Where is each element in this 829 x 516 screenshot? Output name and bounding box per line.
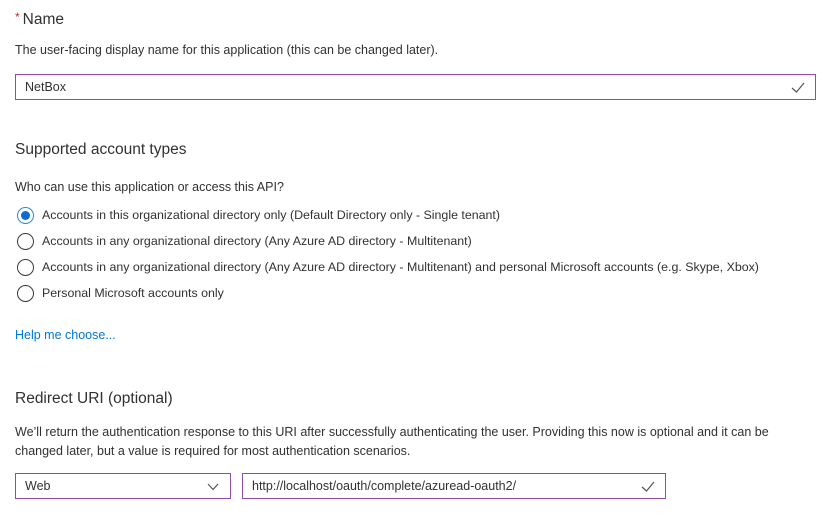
name-section-title [15, 10, 64, 29]
radio-label: Personal Microsoft accounts only [42, 286, 224, 300]
name-hint: The user-facing display name for this application (this can be changed later). [15, 43, 439, 57]
account-types-title: Supported account types [15, 141, 187, 158]
valid-check-icon [790, 79, 806, 95]
account-types-question: Who can use this application or access this API? [15, 180, 284, 194]
radio-label: Accounts in this organizational directory only (Default Directory only - Single tenant) [42, 208, 500, 222]
name-input[interactable] [16, 75, 790, 99]
required-asterisk: * [15, 10, 20, 24]
radio-label: Accounts in any organizational directory (Any Azure AD directory - Multitenant) and personal Microsoft accounts (e.g. Skype, Xbox) [42, 260, 759, 274]
name-input-box [15, 74, 816, 100]
name-label: Name [22, 11, 65, 28]
account-type-option-2[interactable] [17, 258, 759, 276]
radio-dot [21, 211, 30, 220]
redirect-uri-input[interactable] [243, 474, 640, 498]
help-me-choose-link[interactable]: Help me choose... [15, 328, 116, 342]
redirect-uri-input-box [242, 473, 666, 499]
redirect-uri-hint: We’ll return the authentication response to this URI after successfully authenticating the user. Providing this now is optional and it can be changed later, but a value is required for most authentication scenarios. [15, 425, 769, 458]
valid-check-icon [640, 478, 656, 494]
chevron-down-icon [205, 478, 221, 494]
account-type-option-3[interactable] [17, 284, 224, 302]
redirect-uri-title: Redirect URI (optional) [15, 390, 173, 407]
platform-select-box[interactable] [15, 473, 231, 499]
account-type-option-0[interactable] [17, 206, 500, 224]
radio-button[interactable] [17, 259, 34, 276]
radio-button[interactable] [17, 207, 34, 224]
radio-button[interactable] [17, 285, 34, 302]
platform-select[interactable] [16, 474, 205, 498]
radio-button[interactable] [17, 233, 34, 250]
account-type-option-1[interactable] [17, 232, 472, 250]
radio-label: Accounts in any organizational directory (Any Azure AD directory - Multitenant) [42, 234, 472, 248]
